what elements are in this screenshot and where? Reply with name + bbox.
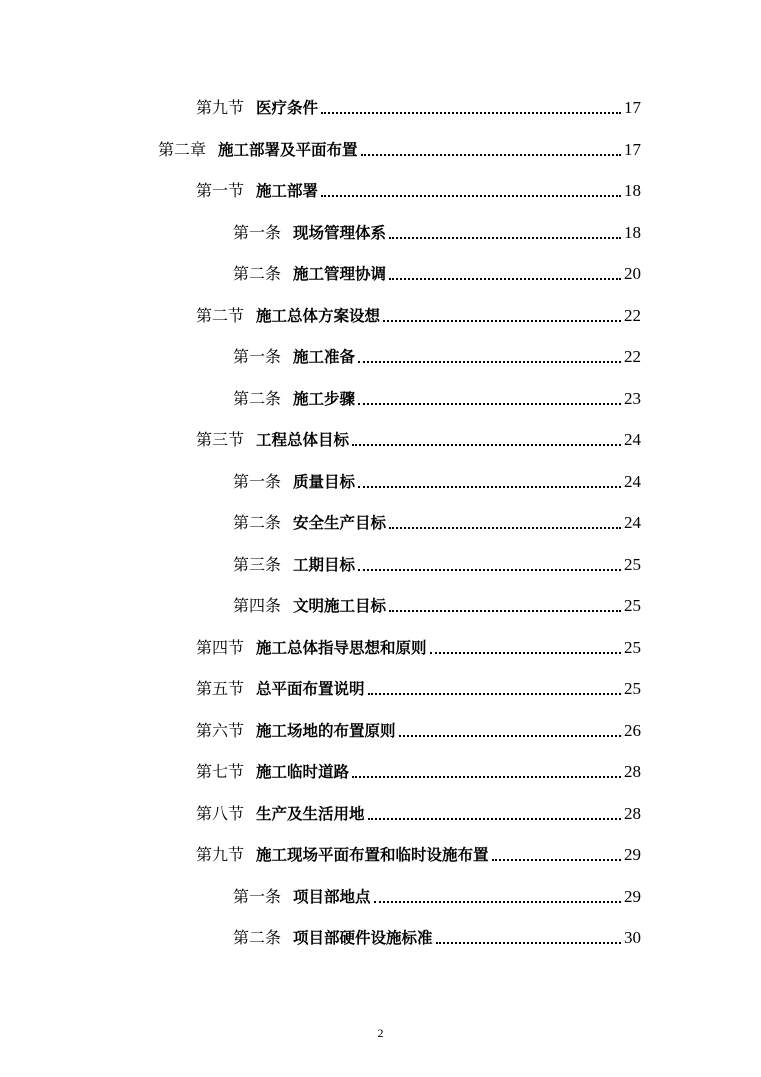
dot-leader bbox=[361, 154, 621, 156]
toc-title: 项目部硬件设施标准 bbox=[293, 929, 433, 947]
dot-leader bbox=[321, 112, 621, 114]
toc-page: 17 bbox=[624, 98, 641, 117]
toc-page: 18 bbox=[624, 223, 641, 242]
toc-page: 24 bbox=[624, 472, 641, 491]
toc-entry[interactable] bbox=[233, 553, 641, 577]
dot-leader bbox=[389, 527, 621, 529]
toc-number: 第三节 bbox=[196, 430, 245, 449]
toc-entry[interactable] bbox=[233, 345, 641, 369]
toc-page: 25 bbox=[624, 596, 641, 615]
toc-entry[interactable] bbox=[233, 885, 641, 909]
dot-leader bbox=[436, 942, 621, 944]
toc-entry[interactable] bbox=[196, 428, 641, 452]
toc-title: 工期目标 bbox=[293, 556, 356, 574]
dot-leader bbox=[352, 444, 621, 446]
toc-page: 25 bbox=[624, 679, 641, 698]
toc-number: 第四节 bbox=[196, 638, 245, 657]
page-number: 2 bbox=[377, 1026, 384, 1040]
toc-entry[interactable] bbox=[158, 138, 641, 162]
toc-number: 第一条 bbox=[233, 347, 282, 366]
toc-title: 生产及生活用地 bbox=[256, 805, 365, 823]
toc-entry[interactable] bbox=[233, 262, 641, 286]
toc-page: 28 bbox=[624, 804, 641, 823]
toc-entry[interactable] bbox=[233, 594, 641, 618]
toc-number: 第八节 bbox=[196, 804, 245, 823]
dot-leader bbox=[352, 776, 621, 778]
toc-number: 第一节 bbox=[196, 181, 245, 200]
toc-entry[interactable] bbox=[233, 470, 641, 494]
dot-leader bbox=[321, 195, 621, 197]
toc-number: 第一条 bbox=[233, 887, 282, 906]
toc-entry[interactable] bbox=[233, 511, 641, 535]
toc-title: 施工管理协调 bbox=[293, 265, 387, 283]
toc-entry[interactable] bbox=[233, 221, 641, 245]
dot-leader bbox=[383, 320, 621, 322]
toc-title: 安全生产目标 bbox=[293, 514, 387, 532]
toc-title: 文明施工目标 bbox=[293, 597, 387, 615]
toc-title: 施工部署 bbox=[256, 182, 319, 200]
toc-number: 第一条 bbox=[233, 223, 282, 242]
toc-entry[interactable] bbox=[196, 760, 641, 784]
toc-number: 第四条 bbox=[233, 596, 282, 615]
dot-leader bbox=[368, 693, 621, 695]
toc-page: 28 bbox=[624, 762, 641, 781]
dot-leader bbox=[399, 735, 621, 737]
toc-page: 25 bbox=[624, 555, 641, 574]
toc-entry[interactable] bbox=[196, 179, 641, 203]
toc-title: 工程总体目标 bbox=[256, 431, 350, 449]
toc-entry[interactable] bbox=[196, 96, 641, 120]
toc-page: 23 bbox=[624, 389, 641, 408]
toc-title: 施工部署及平面布置 bbox=[218, 141, 358, 159]
toc-entry[interactable] bbox=[233, 387, 641, 411]
toc-title: 现场管理体系 bbox=[293, 224, 387, 242]
toc-number: 第一条 bbox=[233, 472, 282, 491]
toc-page: 24 bbox=[624, 513, 641, 532]
toc-page: 20 bbox=[624, 264, 641, 283]
toc-title: 施工总体指导思想和原则 bbox=[256, 639, 427, 657]
toc-page: 22 bbox=[624, 347, 641, 366]
dot-leader bbox=[389, 237, 621, 239]
toc-title: 施工场地的布置原则 bbox=[256, 722, 396, 740]
toc-page: 30 bbox=[624, 928, 641, 947]
dot-leader bbox=[389, 610, 621, 612]
toc-number: 第二条 bbox=[233, 264, 282, 283]
toc-page: 18 bbox=[624, 181, 641, 200]
dot-leader bbox=[358, 486, 621, 488]
dot-leader bbox=[358, 569, 621, 571]
toc-number: 第二条 bbox=[233, 928, 282, 947]
toc-entry[interactable] bbox=[196, 304, 641, 328]
toc-title: 质量目标 bbox=[293, 473, 356, 491]
toc-page: 24 bbox=[624, 430, 641, 449]
toc-number: 第六节 bbox=[196, 721, 245, 740]
toc-number: 第三条 bbox=[233, 555, 282, 574]
toc-number: 第九节 bbox=[196, 98, 245, 117]
toc-title: 总平面布置说明 bbox=[256, 680, 365, 698]
toc-entry[interactable] bbox=[196, 719, 641, 743]
toc-title: 医疗条件 bbox=[256, 99, 319, 117]
dot-leader bbox=[492, 859, 621, 861]
toc-entry[interactable] bbox=[196, 802, 641, 826]
toc-entry[interactable] bbox=[233, 926, 641, 950]
toc-page: 29 bbox=[624, 845, 641, 864]
toc-page: 17 bbox=[624, 140, 641, 159]
toc-page: 29 bbox=[624, 887, 641, 906]
toc-entry[interactable] bbox=[196, 636, 641, 660]
toc-page: 22 bbox=[624, 306, 641, 325]
toc-number: 第七节 bbox=[196, 762, 245, 781]
toc-title: 施工临时道路 bbox=[256, 763, 350, 781]
toc-number: 第九节 bbox=[196, 845, 245, 864]
toc-title: 施工步骤 bbox=[293, 390, 356, 408]
toc-entry[interactable] bbox=[196, 677, 641, 701]
dot-leader bbox=[374, 901, 621, 903]
toc-number: 第二条 bbox=[233, 513, 282, 532]
toc-title: 施工准备 bbox=[293, 348, 356, 366]
dot-leader bbox=[368, 818, 621, 820]
dot-leader bbox=[358, 403, 621, 405]
toc-number: 第二条 bbox=[233, 389, 282, 408]
toc-entry[interactable] bbox=[196, 843, 641, 867]
toc-title: 施工总体方案设想 bbox=[256, 307, 381, 325]
toc-page: 26 bbox=[624, 721, 641, 740]
toc-title: 施工现场平面布置和临时设施布置 bbox=[256, 846, 489, 864]
dot-leader bbox=[358, 361, 621, 363]
dot-leader bbox=[430, 652, 621, 654]
toc-number: 第二节 bbox=[196, 306, 245, 325]
dot-leader bbox=[389, 278, 621, 280]
toc-title: 项目部地点 bbox=[293, 888, 371, 906]
toc-number: 第五节 bbox=[196, 679, 245, 698]
toc-page: 25 bbox=[624, 638, 641, 657]
toc-number: 第二章 bbox=[158, 140, 207, 159]
